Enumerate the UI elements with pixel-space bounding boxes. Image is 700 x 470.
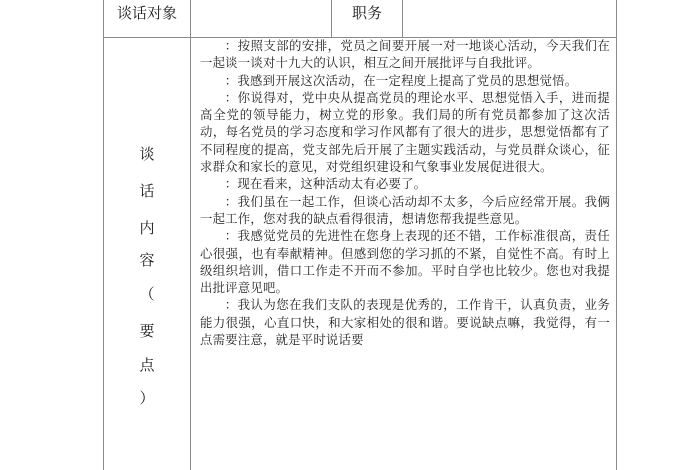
side-label-char: （ <box>139 285 155 303</box>
content-side-label <box>104 37 191 470</box>
side-label-char: 谈 <box>139 145 155 163</box>
side-label-char: 点 <box>139 356 155 374</box>
side-label-char: 话 <box>139 182 155 200</box>
content-row <box>103 37 617 470</box>
conversation-paragraph: ：我们虽在一起工作，但谈心活动却不太多，今后应经常开展。我俩一起工作，您对我的缺点看得很清，想请您帮我提些意见。 <box>200 193 610 226</box>
position-value[interactable] <box>403 0 616 37</box>
conversation-paragraph: ：我感到开展这次活动，在一定程度上提高了党员的思想觉悟。 <box>224 72 578 88</box>
side-label-char: 容 <box>139 251 155 269</box>
conversation-paragraph: ：现在看来，这种活动太有必要了。 <box>224 176 427 192</box>
interview-target-label: 谈话对象 <box>116 4 177 22</box>
interview-target-value[interactable] <box>191 0 331 37</box>
side-label-char: ） <box>139 389 155 407</box>
position-label: 职务 <box>351 4 382 22</box>
conversation-paragraph: ：你说得对，党中央从提高党员的理论水平、思想觉悟入手，进而提高全党的领导能力，树立党的形象。我们局的所有党员都参加了这次活动，每名党员的学习态度和学习作风都有了很大的进步，思想觉悟都有了不同程度的提高，党支部先后开展了主题实践活动，与党员群众谈心，征求群众和家长的意见，对党组织建设和气象事业发展促进很大。 <box>200 89 610 175</box>
header-row <box>103 0 617 38</box>
side-label-char: 内 <box>139 219 155 237</box>
conversation-paragraph: ：我认为您在我们支队的表现是优秀的，工作肯干，认真负责，业务能力很强，心直口快，和大家相处的很和谐。要说缺点嘛，我觉得，有一点需要注意，就是平时说话要 <box>200 297 610 348</box>
conversation-content <box>191 37 616 348</box>
conversation-paragraph: ：我感觉党员的先进性在您身上表现的还不错，工作标准很高，责任心很强，也有奉献精神。但感到您的学习抓的不紧，自觉性不高。有时上级组织培训，借口工作走不开而不参加。平时自学也比较少。您也对我提出批评意见吧。 <box>200 228 610 296</box>
side-label-char: 要 <box>139 322 155 340</box>
conversation-paragraph: ：按照支部的安排，党员之间要开展一对一地谈心活动，今天我们在一起谈一谈对十九大的认识，相互之间开展批评与自我批评。 <box>200 38 610 71</box>
